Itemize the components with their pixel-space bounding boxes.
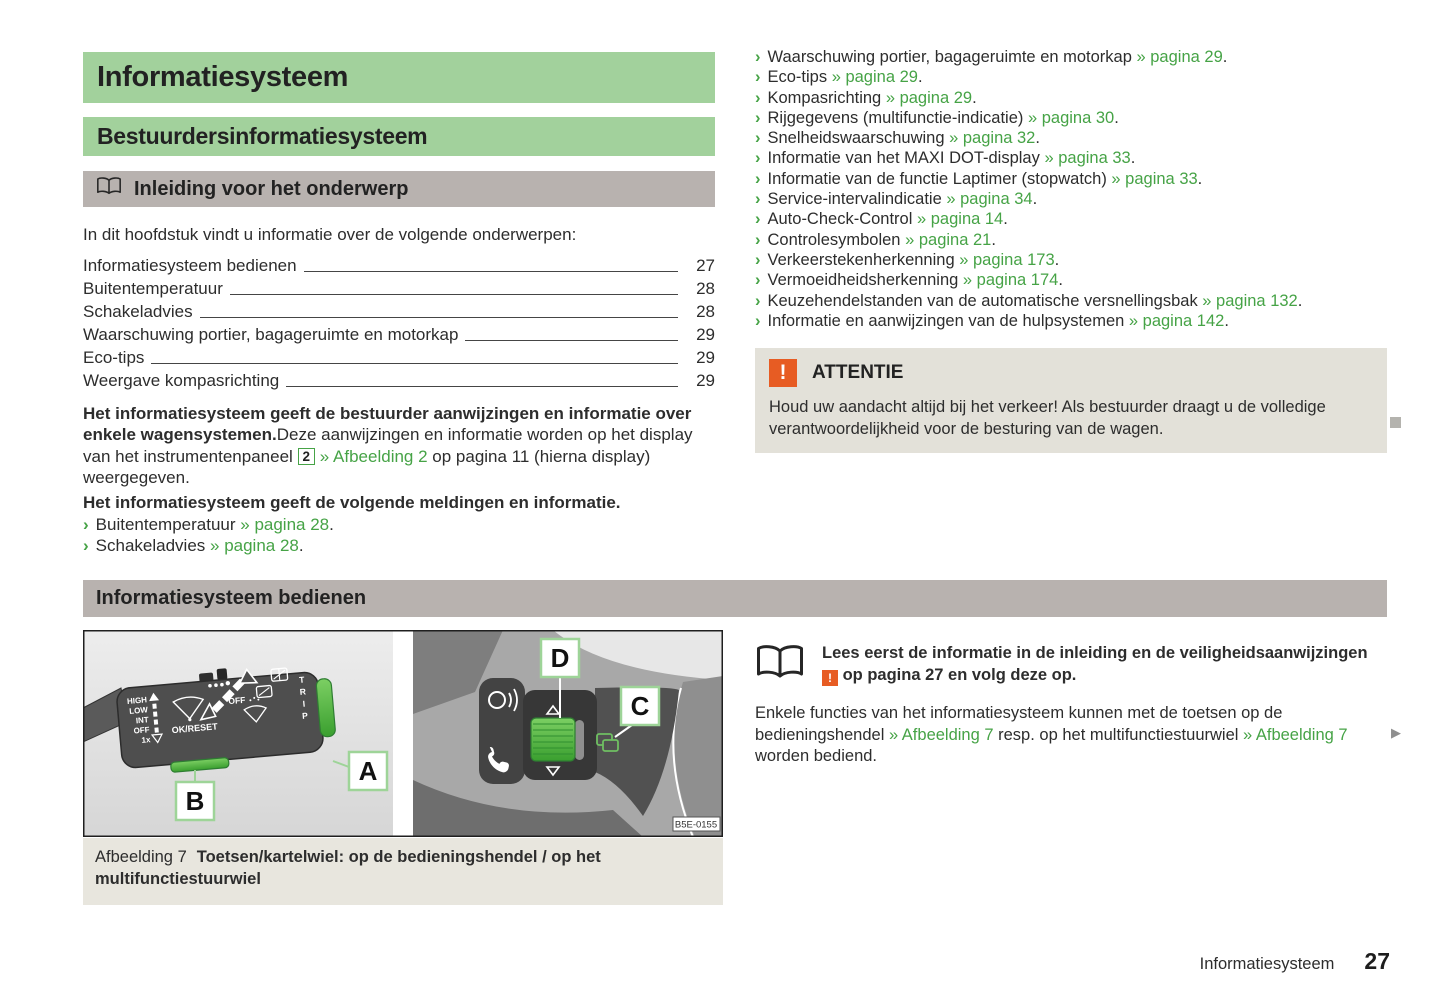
chevron-bullet-icon: › xyxy=(755,271,761,290)
cross-reference-link[interactable]: » pagina 174 xyxy=(962,271,1059,290)
cross-reference-link[interactable]: » Afbeelding 7 xyxy=(888,725,994,744)
right-column xyxy=(755,0,1387,768)
chevron-bullet-icon: › xyxy=(755,190,761,209)
cross-reference-link[interactable]: » pagina 33 xyxy=(1044,149,1131,168)
intro-paragraph: Het informatiesysteem geeft de bestuurder aanwijzingen en informatie over enkele wagensystemen.Deze aanwijzingen en informatie worden op het display van het instrumentenpaneel 2 » Afbeelding 2 op pagina 11 (hierna display) weergegeven. xyxy=(83,403,693,487)
list-item: › Schakeladvies » pagina 28. xyxy=(83,535,304,555)
continuation-arrow-marker: ▶ xyxy=(1391,726,1401,741)
cross-reference-link[interactable]: » pagina 14 xyxy=(916,210,1004,229)
list-item: › Verkeerstekenherkenning » pagina 173. xyxy=(755,250,1060,269)
left-column xyxy=(83,0,715,556)
footer-page-number: 27 xyxy=(1364,948,1390,974)
cross-reference-link[interactable]: » pagina 21 xyxy=(905,230,992,249)
table-of-contents xyxy=(83,254,715,392)
cross-reference-link[interactable]: » pagina 30 xyxy=(1027,108,1115,127)
chevron-bullet-icon: › xyxy=(755,108,761,127)
toc-entry[interactable]: Waarschuwing portier, bagageruimte en motorkap 29 xyxy=(83,324,715,344)
chevron-bullet-icon: › xyxy=(755,149,761,168)
body-paragraph: Enkele functies van het informatiesysteem kunnen met de toetsen op de bedieningshendel » Afbeelding 7 resp. op het multifunctiestuurwiel » Afbeelding 7 worden bediend. xyxy=(755,704,1348,766)
figure-label-d: D xyxy=(550,643,570,673)
read-first-note xyxy=(755,643,1387,686)
stalk-text-trip-i: I xyxy=(302,698,306,709)
stalk-text-low: LOW xyxy=(128,705,149,716)
chevron-bullet-icon: › xyxy=(755,210,761,229)
messages-intro-line: Het informatiesysteem geeft de volgende meldingen en informatie. xyxy=(83,492,621,512)
cross-reference-link[interactable]: » pagina 34 xyxy=(946,190,1033,209)
list-item: › Kompasrichting » pagina 29. xyxy=(755,88,977,107)
figure-caption-number: Afbeelding 7 xyxy=(95,848,187,866)
scroll-thumbwheel xyxy=(531,718,575,761)
toc-entry[interactable]: Eco-tips 29 xyxy=(83,347,715,367)
cross-reference-link[interactable]: » pagina 29 xyxy=(885,88,973,107)
toc-entry[interactable]: Informatiesysteem bedienen 27 xyxy=(83,255,715,275)
stalk-text-trip-t: T xyxy=(298,674,305,685)
list-item: › Buitentemperatuur » pagina 28. xyxy=(83,515,334,534)
toc-leader-line xyxy=(286,369,678,387)
subchapter-title-bar xyxy=(83,117,715,156)
cross-reference-link[interactable]: » pagina 173 xyxy=(959,250,1055,269)
callout-number-box: 2 xyxy=(298,448,316,465)
cross-reference-link[interactable]: » Afbeelding 2 xyxy=(319,446,428,466)
cross-reference-link[interactable]: » pagina 32 xyxy=(949,129,1036,148)
topic-intro-label: Inleiding voor het onderwerp xyxy=(134,177,409,200)
stalk-text-off: OFF xyxy=(133,725,150,736)
reference-link-list xyxy=(755,47,1387,331)
stalk-text-trip-r: R xyxy=(299,686,307,697)
chevron-bullet-icon: › xyxy=(755,291,761,310)
list-item: › Informatie van de functie Laptimer (stopwatch) » pagina 33. xyxy=(755,169,1203,188)
chevron-bullet-icon: › xyxy=(755,88,761,107)
toc-entry[interactable]: Weergave kompasrichting 29 xyxy=(83,370,715,390)
note-text: Lees eerst de informatie in de inleiding en de veiligheidsaanwijzingen ! op pagina 27 en volg deze op. xyxy=(822,644,1368,685)
stalk-text-off2: OFF xyxy=(227,694,246,707)
chapter-title-bar xyxy=(83,52,715,103)
warning-exclamation-icon: ! xyxy=(769,359,797,387)
figure-caption xyxy=(83,838,723,905)
stalk-text-int: INT xyxy=(135,715,150,726)
toc-intro-text: In dit hoofdstuk vindt u informatie over de volgende onderwerpen: xyxy=(83,225,577,244)
toc-leader-line xyxy=(200,300,678,318)
cross-reference-link[interactable]: » pagina 28 xyxy=(210,535,299,555)
chapter-title: Informatiesysteem xyxy=(97,61,349,93)
list-item: › Service-intervalindicatie » pagina 34. xyxy=(755,190,1038,209)
figure-label-b: B xyxy=(185,786,205,816)
messages-bullet-list xyxy=(83,515,715,556)
toc-leader-line xyxy=(304,254,678,272)
footer-chapter-label: Informatiesysteem xyxy=(1199,955,1335,973)
chevron-bullet-icon: › xyxy=(755,68,761,87)
chevron-bullet-icon: › xyxy=(755,48,761,66)
cross-reference-link[interactable]: » pagina 132 xyxy=(1202,291,1298,310)
list-item: › Rijgegevens (multifunctie-indicatie) » pagina 30. xyxy=(755,108,1119,127)
stalk-text-high: HIGH xyxy=(126,695,148,707)
chevron-bullet-icon: › xyxy=(755,311,761,330)
list-item: › Keuzehendelstanden van de automatische versnellingsbak » pagina 132. xyxy=(755,291,1303,310)
section-header-label: Informatiesysteem bedienen xyxy=(96,587,367,609)
warning-title: ATTENTIE xyxy=(812,362,904,384)
list-item: › Vermoeidheidsherkenning » pagina 174. xyxy=(755,271,1063,290)
stalk-text-ok-reset: OK/RESET xyxy=(171,721,218,736)
chevron-bullet-icon: › xyxy=(755,230,761,249)
toc-entry[interactable]: Buitentemperatuur 28 xyxy=(83,278,715,298)
list-item: › Informatie van het MAXI DOT-display » pagina 33. xyxy=(755,149,1136,168)
toc-leader-line xyxy=(151,346,678,364)
warning-body-text: Houd uw aandacht altijd bij het verkeer! Als bestuurder draagt u de volledige verantwoordelijkheid voor de besturing van de wagen. xyxy=(769,398,1326,438)
inline-warning-icon: ! xyxy=(822,670,838,686)
list-item: › Waarschuwing portier, bagageruimte en motorkap » pagina 29. xyxy=(755,48,1228,66)
section-end-marker xyxy=(1390,417,1401,428)
chevron-bullet-icon: › xyxy=(83,535,89,555)
figure-caption-text: Toetsen/kartelwiel: op de bedieningshendel / op het multifunctiestuurwiel xyxy=(95,848,601,888)
cross-reference-link[interactable]: » pagina 33 xyxy=(1111,169,1198,188)
list-item: › Eco-tips » pagina 29. xyxy=(755,68,923,87)
page-footer xyxy=(0,948,1390,975)
attention-warning-box xyxy=(755,348,1387,453)
toc-leader-line xyxy=(465,323,678,341)
figure-7-illustration xyxy=(83,630,723,837)
cross-reference-link[interactable]: » pagina 142 xyxy=(1128,311,1225,330)
cross-reference-link[interactable]: » pagina 29 xyxy=(831,68,918,87)
figure-label-a: A xyxy=(358,756,378,786)
open-book-icon xyxy=(755,643,805,686)
chevron-bullet-icon: › xyxy=(83,515,89,534)
stalk-text-1x: 1x xyxy=(141,735,151,745)
stalk-text-trip-p: P xyxy=(301,710,309,721)
figure-code: B5E-0155 xyxy=(674,819,718,831)
toc-leader-line xyxy=(230,277,678,295)
toc-entry[interactable]: Schakeladvies 28 xyxy=(83,301,715,321)
list-item: › Informatie en aanwijzingen van de hulpsystemen » pagina 142. xyxy=(755,311,1229,330)
cross-reference-link[interactable]: » pagina 28 xyxy=(240,515,330,534)
chevron-bullet-icon: › xyxy=(755,169,761,188)
figure-label-c: C xyxy=(630,691,650,721)
chevron-bullet-icon: › xyxy=(755,129,761,148)
subchapter-title: Bestuurdersinformatiesysteem xyxy=(97,123,428,149)
chevron-bullet-icon: › xyxy=(755,250,761,269)
open-book-icon xyxy=(96,176,122,202)
topic-intro-bar xyxy=(83,171,715,207)
list-item: › Controlesymbolen » pagina 21. xyxy=(755,230,996,249)
cross-reference-link[interactable]: » Afbeelding 7 xyxy=(1243,725,1348,744)
list-item: › Snelheidswaarschuwing » pagina 32. xyxy=(755,129,1040,148)
cross-reference-link[interactable]: » pagina 29 xyxy=(1136,48,1223,66)
list-item: › Auto-Check-Control » pagina 14. xyxy=(755,210,1008,229)
